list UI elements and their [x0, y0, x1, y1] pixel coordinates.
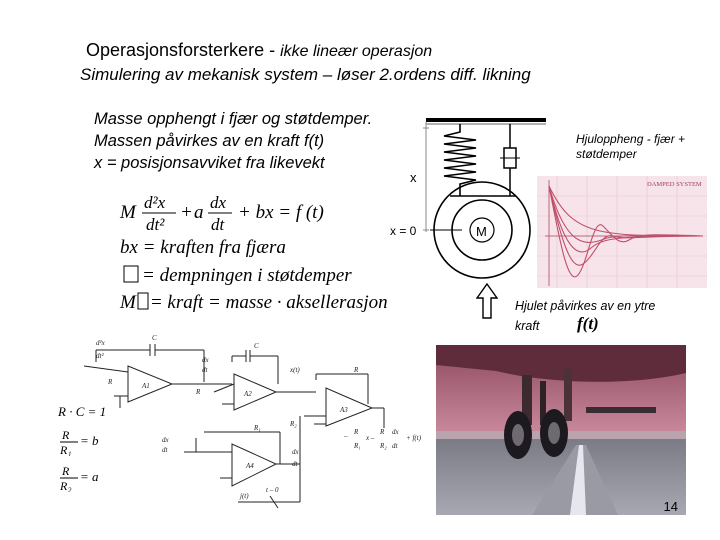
svg-text:dt: dt — [292, 460, 298, 468]
svg-text:x –: x – — [366, 434, 375, 442]
svg-text:dt²: dt² — [146, 215, 165, 234]
x-zero-label: x = 0 — [390, 224, 417, 238]
svg-text:R₁: R₁ — [254, 424, 261, 432]
landing-gear-photo — [436, 345, 686, 515]
svg-text:+: + — [180, 202, 193, 223]
svg-text:R: R — [354, 428, 359, 436]
svg-text:R: R — [108, 378, 113, 386]
condition-b: R R₁ = b — [60, 428, 99, 456]
svg-text:R: R — [380, 428, 385, 436]
svg-text:R: R — [62, 464, 70, 478]
svg-text:A4: A4 — [246, 462, 254, 470]
slide-subtitle: Simulering av mekanisk system – løser 2.ordens diff. likning — [80, 65, 531, 84]
definition-1: bx = kraften fra fjæra — [120, 237, 286, 258]
svg-text:j(t): j(t) — [240, 492, 249, 500]
svg-text:R₁: R₁ — [354, 442, 361, 450]
wheel-suspension-label: Hjuloppheng - fjær + støtdemper — [576, 132, 686, 161]
svg-text:dx: dx — [202, 356, 209, 364]
damped-response-graph — [537, 176, 707, 288]
bullet-2: Massen påvirkes av en kraft f(t) — [94, 132, 325, 150]
svg-text:dt²: dt² — [96, 352, 104, 360]
svg-text:A2: A2 — [244, 390, 252, 398]
mechanical-system-diagram — [390, 112, 550, 292]
svg-text:dx: dx — [392, 428, 399, 436]
svg-text:dx: dx — [210, 193, 227, 212]
svg-text:dt: dt — [162, 446, 168, 454]
svg-text:A1: A1 — [142, 382, 150, 390]
svg-text:R₂: R₂ — [290, 420, 297, 428]
svg-text:t – 0: t – 0 — [266, 486, 279, 494]
condition-rc: R · C = 1 — [58, 404, 107, 419]
title-main: Operasjonsforsterkere - — [86, 40, 276, 60]
condition-a: R R₂ = a — [60, 464, 99, 492]
svg-text:A3: A3 — [340, 406, 348, 414]
svg-text:x(t): x(t) — [290, 366, 300, 374]
slide-title — [86, 40, 432, 61]
svg-text:dt: dt — [211, 215, 225, 234]
svg-text:dx: dx — [162, 436, 169, 444]
graph-legend: DAMPED SYSTEM — [647, 181, 702, 188]
force-symbol: f(t) — [577, 314, 599, 333]
title-sub: ikke lineær operasjon — [280, 43, 433, 60]
svg-text:R: R — [196, 388, 201, 396]
svg-text:C: C — [152, 334, 157, 342]
svg-text:C: C — [254, 342, 259, 350]
force-label: Hjulet påvirkes av en ytre kraft — [515, 299, 656, 333]
definition-2: = dempningen i støtdemper — [120, 264, 352, 287]
analog-computer-circuit — [54, 326, 434, 512]
svg-text:R₂: R₂ — [60, 479, 72, 492]
svg-text:d²x: d²x — [96, 339, 105, 347]
definition-3: M = kraft = masse · aksellerasjon — [120, 292, 388, 313]
svg-text:+ f(t): + f(t) — [406, 434, 422, 442]
svg-text:R₁: R₁ — [60, 443, 72, 456]
mass-label: M — [476, 224, 487, 239]
x-label: x — [410, 170, 417, 185]
svg-text:–: – — [344, 432, 348, 440]
svg-text:dt: dt — [392, 442, 398, 450]
svg-text:d²x: d²x — [144, 193, 166, 212]
svg-text:R: R — [354, 366, 359, 374]
svg-text:M: M — [120, 202, 136, 223]
page-number: 14 — [663, 499, 678, 514]
svg-text:R₂: R₂ — [380, 442, 387, 450]
svg-text:a: a — [194, 202, 204, 223]
bullet-1: Masse opphengt i fjær og støtdemper. — [94, 110, 373, 128]
equation-rhs: + bx = f (t) — [238, 202, 324, 223]
svg-text:R: R — [62, 428, 70, 442]
up-arrow-icon — [476, 282, 498, 320]
svg-text:dx: dx — [292, 448, 299, 456]
bullet-3: x = posisjonsavviket fra likevekt — [94, 154, 325, 172]
svg-text:dt: dt — [202, 366, 208, 374]
